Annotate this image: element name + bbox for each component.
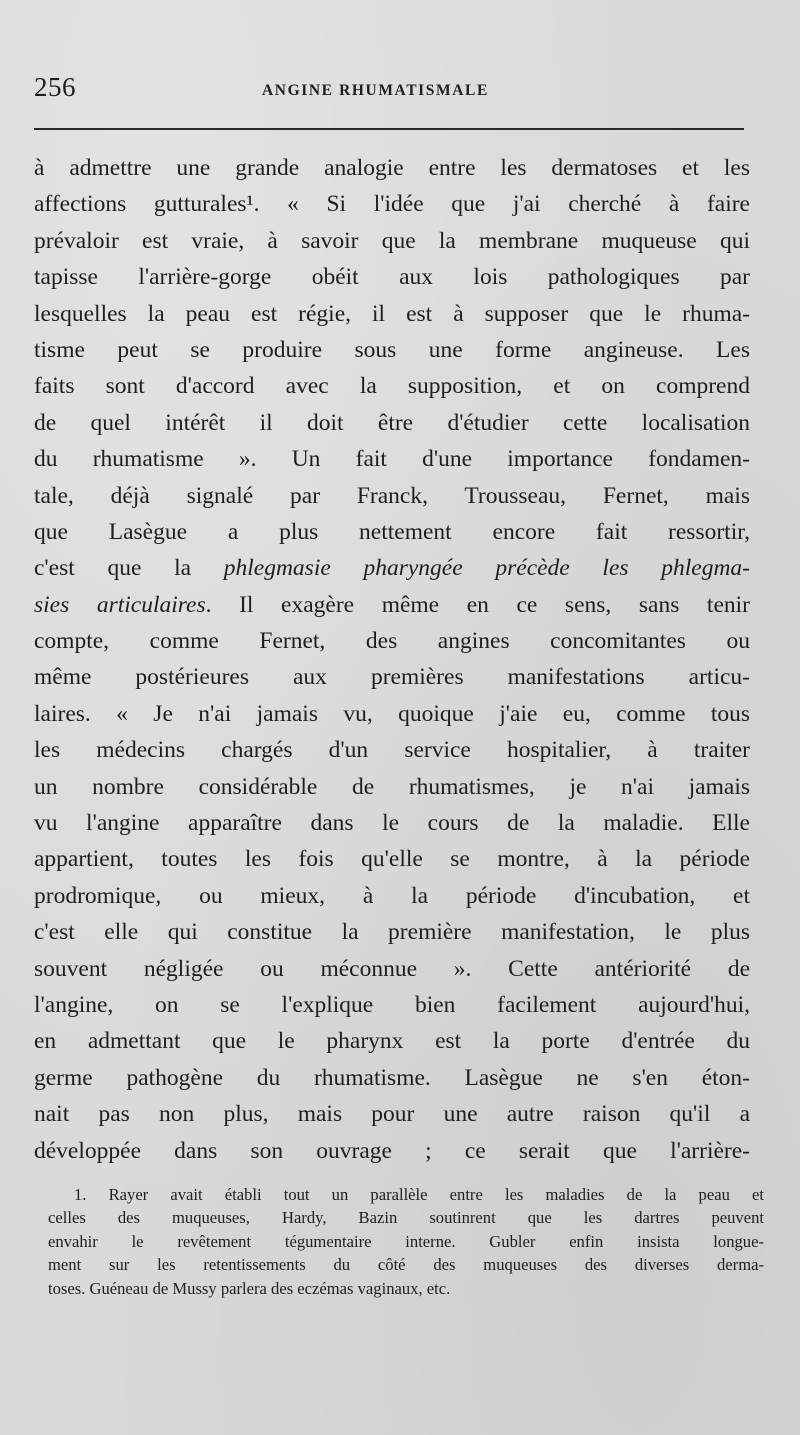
body-text-roman: . Il exagère même en ce sens, sans tenir	[205, 591, 750, 618]
body-line-mixed	[34, 587, 750, 623]
footnote-line: envahir le revêtement tégumentaire interne. Gubler enfin insista longue-	[48, 1231, 764, 1251]
body-line: tisme peut se produire sous une forme angineuse. Les	[34, 336, 750, 363]
footnote-line: ment sur les retentissements du côté des muqueuses des diverses derma-	[48, 1255, 764, 1275]
body-line: faits sont d'accord avec la supposition, et on comprend	[34, 373, 750, 400]
body-text-roman: c'est que la	[34, 555, 224, 582]
body-line-mixed	[34, 550, 750, 586]
body-line: un nombre considérable de rhumatismes, je n'ai jamais	[34, 773, 750, 800]
footnote-line: celles des muqueuses, Hardy, Bazin soutinrent que les dartres peuvent	[48, 1208, 764, 1228]
body-line: laires. « Je n'ai jamais vu, quoique j'aie eu, comme tous	[34, 700, 750, 727]
footnotes	[48, 1183, 764, 1300]
body-line: nait pas non plus, mais pour une autre raison qu'il a	[34, 1101, 750, 1128]
page-number: 256	[34, 72, 76, 102]
body-line: que Lasègue a plus nettement encore fait ressortir,	[34, 518, 750, 545]
page-header	[34, 72, 744, 112]
footnote-line: toses. Guéneau de Mussy parlera des eczémas vaginaux, etc.	[48, 1278, 451, 1298]
body-text	[34, 150, 750, 1169]
body-line: l'angine, on se l'explique bien facilement aujourd'hui,	[34, 991, 750, 1018]
footnote-line: 1. Rayer avait établi tout un parallèle entre les maladies de la peau et	[74, 1185, 764, 1204]
body-line: développée dans son ouvrage ; ce serait que l'arrière-	[34, 1137, 750, 1164]
body-line: compte, comme Fernet, des angines concomitantes ou	[34, 628, 750, 655]
body-line: prodromique, ou mieux, à la période d'incubation, et	[34, 882, 750, 909]
body-line: de quel intérêt il doit être d'étudier cette localisation	[34, 409, 750, 436]
body-line: du rhumatisme ». Un fait d'une importance fondamen-	[34, 446, 750, 473]
body-line: tale, déjà signalé par Franck, Trousseau, Fernet, mais	[34, 482, 750, 509]
body-line: souvent négligée ou méconnue ». Cette antériorité de	[34, 955, 750, 982]
body-line: les médecins chargés d'un service hospitalier, à traiter	[34, 737, 750, 764]
body-line: prévaloir est vraie, à savoir que la membrane muqueuse qui	[34, 227, 750, 254]
body-line: en admettant que le pharynx est la porte d'entrée du	[34, 1028, 750, 1055]
body-line: c'est elle qui constitue la première manifestation, le plus	[34, 919, 750, 946]
body-text-italic: sies articulaires	[34, 591, 206, 618]
body-line: vu l'angine apparaître dans le cours de la maladie. Elle	[34, 810, 750, 837]
body-text-italic: phlegmasie pharyngée précède les phlegma-	[223, 555, 750, 582]
header-rule	[34, 128, 744, 130]
body-line: affections gutturales¹. « Si l'idée que j'ai cherché à faire	[34, 191, 750, 218]
body-line: lesquelles la peau est régie, il est à supposer que le rhuma-	[34, 300, 750, 327]
running-title: ANGINE RHUMATISMALE	[262, 82, 489, 99]
body-line: germe pathogène du rhumatisme. Lasègue ne s'en éton-	[34, 1064, 750, 1091]
body-line: même postérieures aux premières manifestations articu-	[34, 664, 750, 691]
body-line: à admettre une grande analogie entre les dermatoses et les	[34, 155, 750, 181]
body-line: tapisse l'arrière-gorge obéit aux lois pathologiques par	[34, 264, 750, 291]
body-line: appartient, toutes les fois qu'elle se montre, à la période	[34, 846, 750, 873]
